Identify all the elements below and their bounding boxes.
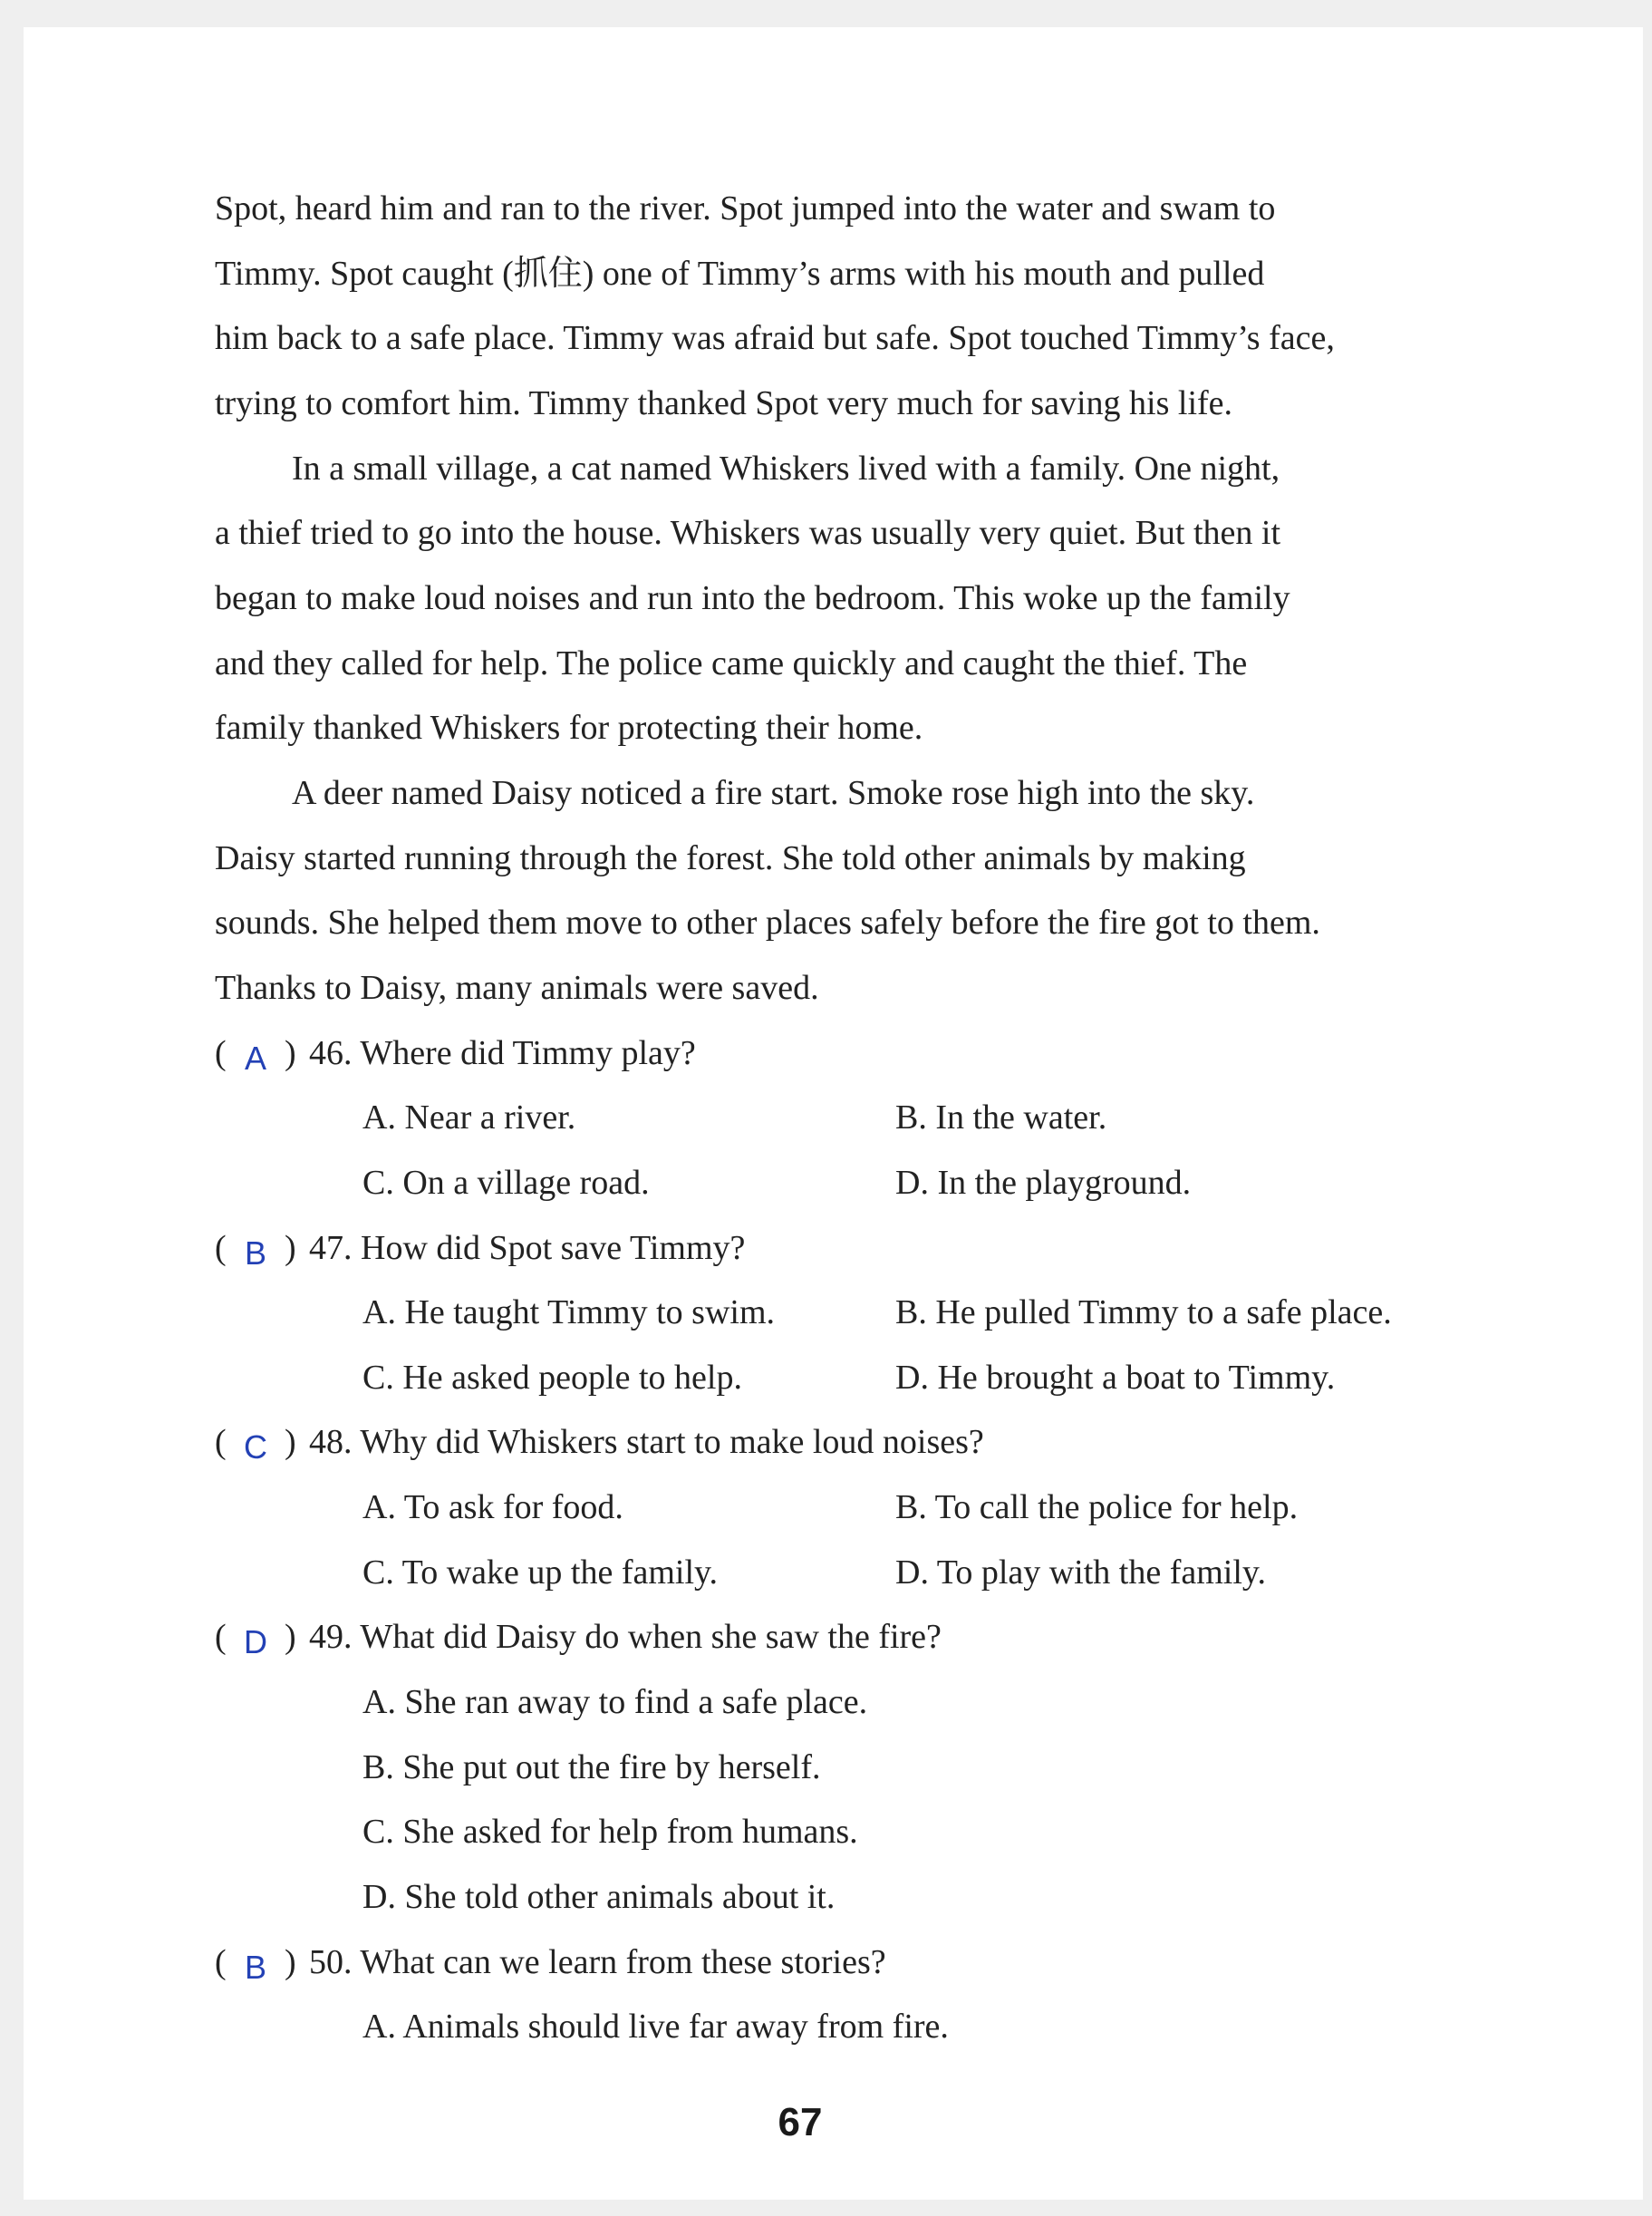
option: C. On a village road. xyxy=(362,1163,650,1202)
passage-line xyxy=(0,956,1652,1021)
question-number: 48. xyxy=(309,1423,353,1462)
bracket-open: ( xyxy=(215,1423,227,1462)
option: C. To wake up the family. xyxy=(362,1553,719,1592)
question-number: 50. xyxy=(309,1942,353,1981)
option: A. He taught Timmy to swim. xyxy=(362,1293,775,1332)
question-47 xyxy=(0,1216,1652,1282)
question-48 xyxy=(0,1410,1652,1476)
bracket-close: ) xyxy=(285,1033,296,1072)
question-text: What did Daisy do when she saw the fire? xyxy=(360,1618,942,1657)
passage-line xyxy=(0,501,1652,566)
question-49 xyxy=(0,1605,1652,1670)
options-row xyxy=(0,1281,1652,1346)
option: D. She told other animals about it. xyxy=(362,1878,836,1917)
question-text: Why did Whiskers start to make loud noises? xyxy=(360,1423,984,1462)
option: D. He brought a boat to Timmy. xyxy=(895,1358,1336,1397)
question-text: Where did Timmy play? xyxy=(360,1033,696,1072)
bracket-close: ) xyxy=(285,1228,296,1267)
option: B. In the water. xyxy=(895,1098,1107,1137)
passage-text: Spot, heard him and ran to the river. Spot jumped into the water and swam to xyxy=(215,189,1276,227)
answer-letter: B xyxy=(244,1948,266,1986)
question-stem xyxy=(309,1410,984,1476)
option: D. To play with the family. xyxy=(895,1553,1266,1592)
passage-text: A deer named Daisy noticed a fire start. Smoke rose high into the sky. xyxy=(292,773,1255,812)
options-row xyxy=(0,1800,1652,1865)
page-content xyxy=(0,177,1652,2060)
passage-text: Timmy. Spot caught (抓住) one of Timmy’s arms with his mouth and pulled xyxy=(215,254,1265,293)
passage-line xyxy=(0,696,1652,761)
passage-text: Thanks to Daisy, many animals were saved. xyxy=(215,968,819,1007)
passage-line xyxy=(0,632,1652,697)
bracket-close: ) xyxy=(285,1423,296,1462)
option: B. He pulled Timmy to a safe place. xyxy=(895,1293,1392,1332)
options-row xyxy=(0,1151,1652,1216)
question-50 xyxy=(0,1931,1652,1996)
question-text: What can we learn from these stories? xyxy=(360,1942,886,1981)
question-text: How did Spot save Timmy? xyxy=(361,1228,746,1267)
passage-text: him back to a safe place. Timmy was afraid but safe. Spot touched Timmy’s face, xyxy=(215,319,1335,358)
options-row xyxy=(0,1086,1652,1151)
passage-text: family thanked Whiskers for protecting their home. xyxy=(215,709,923,748)
passage-line xyxy=(0,242,1652,307)
option: A. She ran away to find a safe place. xyxy=(362,1683,868,1722)
question-number: 49. xyxy=(309,1618,353,1657)
options-row xyxy=(0,1995,1652,2060)
option: C. He asked people to help. xyxy=(362,1358,742,1397)
answer-letter: A xyxy=(244,1039,266,1077)
options-row xyxy=(0,1346,1652,1411)
passage-text: trying to comfort him. Timmy thanked Spot very much for saving his life. xyxy=(215,383,1233,422)
option: B. To call the police for help. xyxy=(895,1488,1299,1527)
passage-text: began to make loud noises and run into the bedroom. This woke up the family xyxy=(215,578,1290,617)
option: D. In the playground. xyxy=(895,1163,1192,1202)
options-row xyxy=(0,1736,1652,1801)
question-46 xyxy=(0,1021,1652,1087)
passage-text: Daisy started running through the forest. She told other animals by making xyxy=(215,838,1246,877)
passage-line xyxy=(0,306,1652,372)
option: C. She asked for help from humans. xyxy=(362,1813,858,1852)
passage-line xyxy=(0,827,1652,892)
option: B. She put out the fire by herself. xyxy=(362,1747,821,1786)
question-stem xyxy=(309,1021,696,1087)
answer-letter: D xyxy=(244,1623,267,1661)
options-row xyxy=(0,1865,1652,1931)
passage-text: a thief tried to go into the house. Whiskers was usually very quiet. But then it xyxy=(215,514,1281,553)
bracket-close: ) xyxy=(285,1942,296,1981)
passage-text: In a small village, a cat named Whiskers lived with a family. One night, xyxy=(292,449,1280,488)
bracket-open: ( xyxy=(215,1033,227,1072)
bracket-open: ( xyxy=(215,1942,227,1981)
bracket-open: ( xyxy=(215,1618,227,1657)
passage-text: and they called for help. The police came quickly and caught the thief. The xyxy=(215,644,1248,682)
answer-letter: C xyxy=(244,1428,267,1466)
passage-line xyxy=(0,437,1652,502)
passage-line xyxy=(0,891,1652,956)
question-stem xyxy=(309,1605,942,1670)
page-number: 67 xyxy=(778,2100,823,2144)
question-number: 46. xyxy=(309,1033,353,1072)
passage-line xyxy=(0,761,1652,827)
question-stem xyxy=(309,1216,745,1282)
option: A. Near a river. xyxy=(362,1098,576,1137)
question-number: 47. xyxy=(309,1228,353,1267)
options-row xyxy=(0,1541,1652,1606)
passage-text: sounds. She helped them move to other places safely before the fire got to them. xyxy=(215,904,1320,943)
options-row xyxy=(0,1670,1652,1736)
question-stem xyxy=(309,1931,886,1996)
passage-line xyxy=(0,566,1652,632)
option: A. To ask for food. xyxy=(362,1488,623,1527)
bracket-open: ( xyxy=(215,1228,227,1267)
answer-letter: B xyxy=(244,1234,266,1272)
passage-line xyxy=(0,372,1652,437)
options-row xyxy=(0,1476,1652,1541)
option: A. Animals should live far away from fire. xyxy=(362,2008,949,2047)
bracket-close: ) xyxy=(285,1618,296,1657)
passage-line xyxy=(0,177,1652,242)
